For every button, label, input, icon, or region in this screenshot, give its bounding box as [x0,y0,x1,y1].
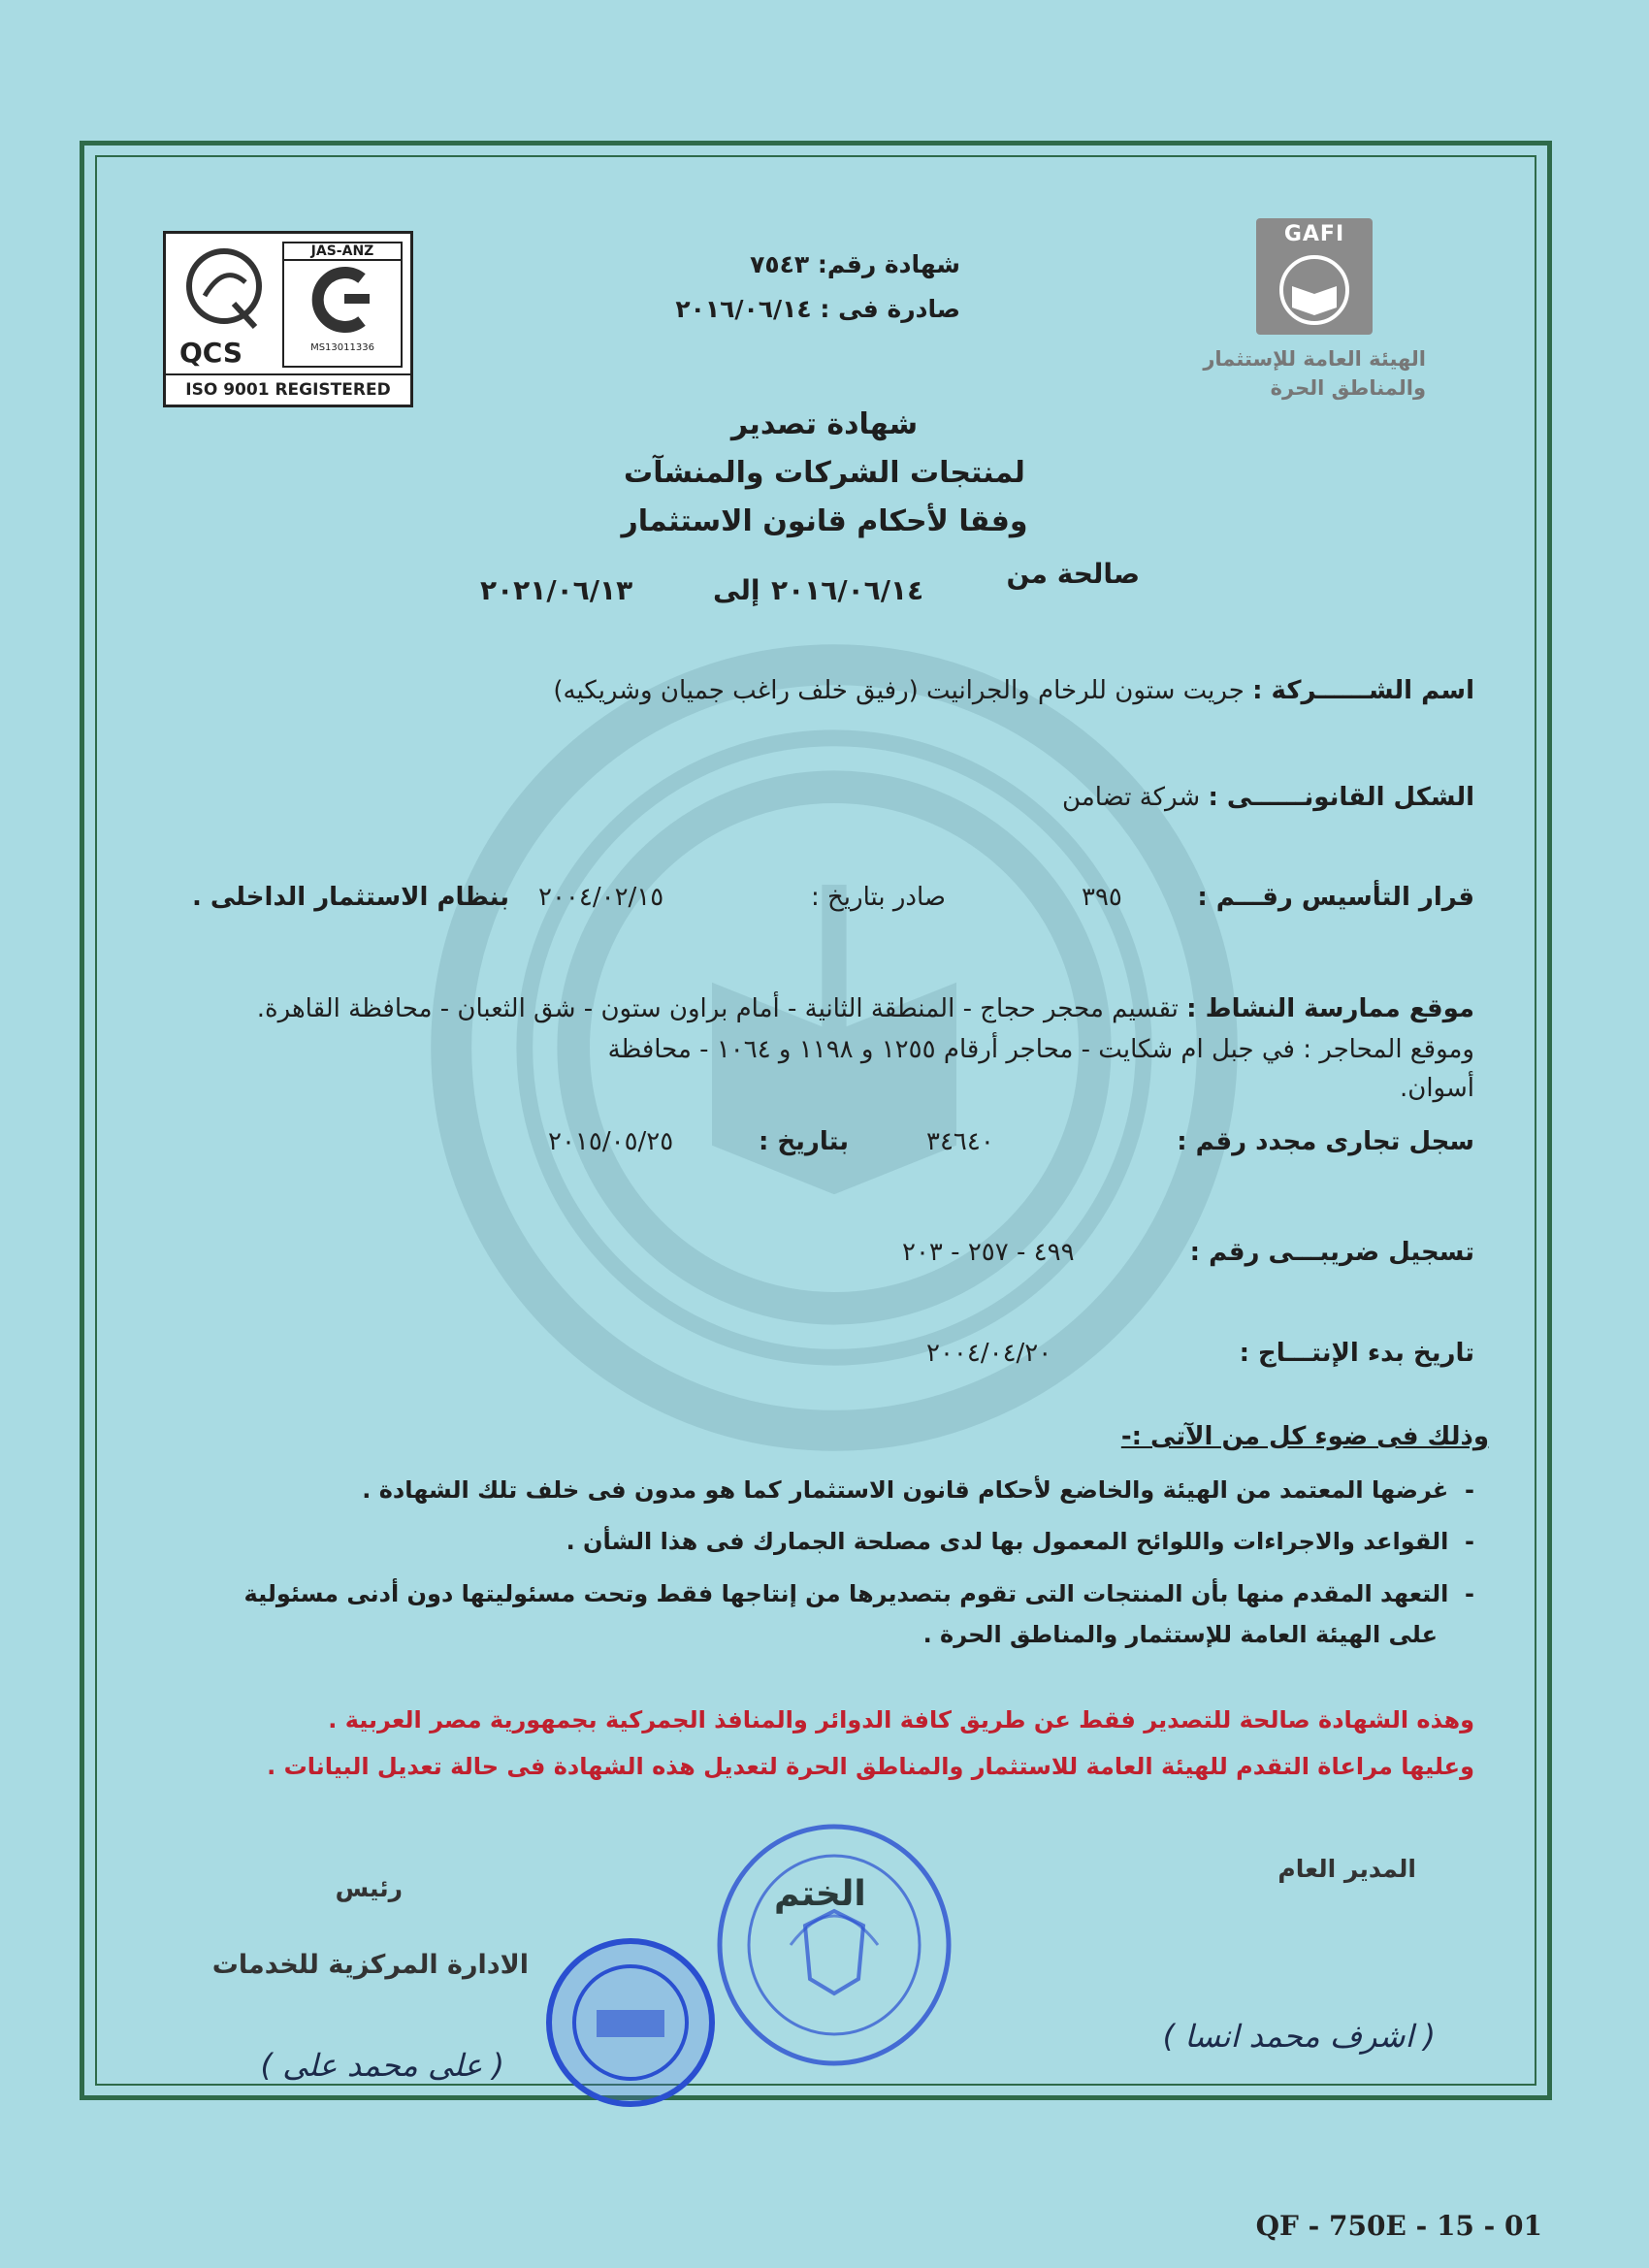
gafi-logo-word: GAFI [1283,222,1345,246]
tax-registration-label: تسجيل ضريبـــى رقم : [1189,1238,1474,1267]
tax-registration-number: ٤٩٩ - ٢٥٧ - ٢٠٣ [902,1238,1075,1267]
certificate-issue-date: صادرة فى : ٢٠١٦/٠٦/١٤ [675,295,960,323]
condition-item-2 [136,1521,1474,1562]
commercial-register-number: ٣٤٦٤٠ [926,1127,994,1156]
jas-anz-label: JAS-ANZ [284,243,401,261]
jas-anz-c-icon [284,261,401,339]
commercial-register-label: سجل تجارى مجدد رقم : [1177,1127,1474,1156]
condition-item-2-text: القواعد والاجراءات واللوائح المعمول بها لدى مصلحة الجمارك فى هذا الشأن . [566,1528,1449,1555]
gafi-arabic-line1: الهيئة العامة للإستثمار [1203,347,1426,371]
validity-notice-line2: وعليها مراعاة التقدم للهيئة العامة للاستثمار والمناطق الحرة لتعديل هذه الشهادة فى حالة تعديل البيانات . [267,1753,1474,1780]
founding-system: بنظام الاستثمار الداخلى . [191,883,509,912]
document-subtitle-1: لمنتجات الشركات والمنشآت [624,456,1025,490]
gafi-emblem-icon [1271,251,1358,329]
commercial-date: ٢٠١٥/٠٥/٢٥ [548,1127,674,1156]
activity-location-line3: أسوان. [1399,1074,1474,1103]
condition-item-3-text-b: على الهيئة العامة للإستثمار والمناطق الحرة . [922,1621,1438,1648]
conditions-heading: وذلك فى ضوء كل من الآتى :- [1120,1422,1489,1451]
founding-date-label: صادر بتاريخ : [810,883,946,912]
legal-form-row [136,776,1474,819]
gafi-logo-box [1256,218,1373,335]
qcs-mark-text: QCS [179,337,243,369]
gafi-logo [1203,209,1426,432]
qcs-iso-logo [163,231,413,407]
general-manager-title: المدير العام [1277,1855,1416,1883]
jas-anz-box [282,242,403,368]
general-manager-signature: ( اشرف محمد انسا ) [1162,2018,1436,2055]
company-name-value: جريت ستون للرخام والجرانيت (رفيق خلف راغب جميان وشريكيه) [553,676,1245,705]
valid-to-date: ٢٠٢١/٠٦/١٣ [480,574,633,606]
condition-item-1-text: غرضها المعتمد من الهيئة والخاضع لأحكام قانون الاستثمار كما هو مدون فى خلف تلك الشهادة . [362,1476,1449,1504]
gafi-arabic-line2: والمناطق الحرة [1270,376,1426,400]
founding-label-text: قرار التأسيس رقـــم : [1197,883,1474,912]
date-stamp [538,1930,723,2115]
activity-location-label: موقع ممارسة النشاط : [1186,994,1474,1023]
activity-location-row [136,988,1474,1030]
valid-from-date: ٢٠١٦/٠٦/١٤ [771,574,924,606]
valid-from-label: صالحة من [1006,558,1140,590]
form-code: QF - 750E - 15 - 01 [1255,2210,1542,2242]
activity-location-line1: تقسيم محجر حجاج - المنطقة الثانية - أمام براون ستون - شق الثعبان - محافظة القاهرة. [256,994,1179,1023]
founding-label [1197,883,1474,912]
iso-registered-label: ISO 9001 REGISTERED [166,373,410,405]
head-signature: ( على محمد على ) [260,2047,504,2084]
certificate-number: شهادة رقم: ٧٥٤٣ [750,250,960,278]
gafi-arabic-name [1203,344,1426,403]
founding-date: ٢٠٠٤/٠٢/١٥ [538,883,664,912]
activity-location-cont [359,1030,1474,1108]
official-seal-stamp [713,1819,955,2071]
activity-location-line2: وموقع المحاجر : في جبل ام شكايت - محاجر أرقام ١٢٥٥ و ١١٩٨ و ١٠٦٤ - محافظة [607,1035,1474,1064]
head-title: رئيس [335,1874,403,1902]
qcs-mark-icon [176,243,273,350]
legal-form-value: شركة تضامن [1062,783,1201,812]
validity-notice-line1: وهذه الشهادة صالحة للتصدير فقط عن طريق كافة الدوائر والمنافذ الجمركية بجمهورية مصر العربية . [328,1706,1474,1733]
company-name-label: اسم الشــــــركة : [1252,676,1474,705]
company-name-row [136,669,1474,712]
valid-to-label: إلى [713,574,760,606]
founding-number: ٣٩٥ [1082,883,1122,912]
legal-form-label: الشكل القانونــــــى : [1208,783,1474,812]
bullet-dash: - [1448,1476,1474,1504]
condition-item-1 [136,1470,1474,1510]
condition-item-3-text-a: التعهد المقدم منها بأن المنتجات التى تقوم بتصديرها من إنتاجها فقط وتحت مسئوليتها دون أدنى مسئولية [243,1580,1449,1607]
bullet-dash: - [1448,1528,1474,1555]
production-start-label: تاريخ بدء الإنتـــاج : [1239,1339,1474,1368]
stamp-label: الختم [774,1874,866,1914]
condition-item-3 [97,1573,1474,1655]
certificate-number-block [675,243,960,332]
document-title: شهادة تصدير [730,407,919,441]
commercial-date-label: بتاريخ : [758,1127,849,1156]
central-services-dept: الادارة المركزية للخدمات [211,1950,529,1980]
jas-anz-code: MS13011336 [310,342,374,353]
production-start-date: ٢٠٠٤/٠٤/٢٠ [926,1339,1052,1368]
document-subtitle-2: وفقا لأحكام قانون الاستثمار [621,504,1028,538]
bullet-dash: - [1448,1580,1474,1607]
